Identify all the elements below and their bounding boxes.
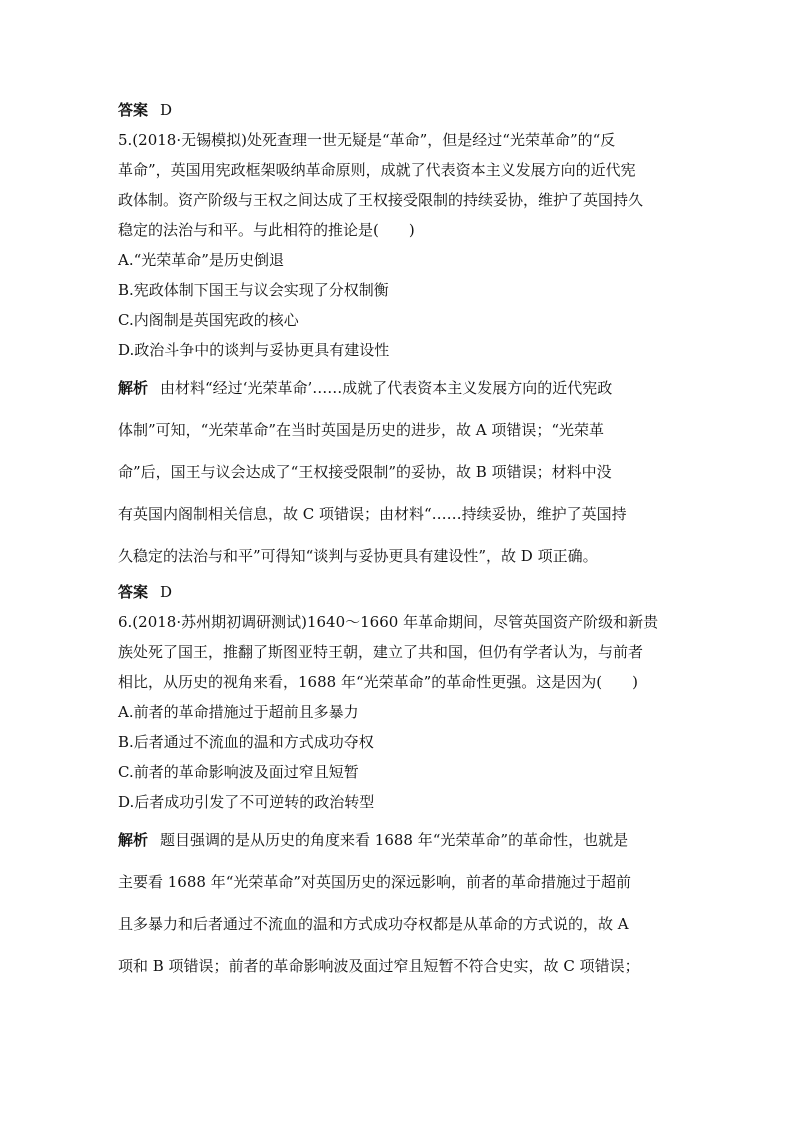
q5-analysis-line: 久稳定的法治与和平”可得知“谈判与妥协更具有建设性”，故 D 项正确。 [118, 547, 598, 565]
q5-analysis-line: 有英国内阁制相关信息，故 C 项错误；由材料“……持续妥协，维护了英国持 [118, 505, 627, 523]
q5-option-c: C.内阁制是英国宪政的核心 [118, 311, 299, 329]
q5-analysis-line: 体制”可知，“光荣革命”在当时英国是历史的进步，故 A 项错误；“光荣革 [118, 421, 605, 439]
q6-analysis-line: 解析 题目强调的是从历史的角度来看 1688 年“光荣革命”的革命性，也就是 [118, 831, 629, 849]
q5-answer [118, 582, 678, 602]
analysis-label: 解析 [118, 831, 149, 849]
q6-analysis-line: 主要看 1688 年“光荣革命”对英国历史的深远影响，前者的革命措施过于超前 [118, 873, 632, 891]
answer-label: 答案 [118, 101, 149, 119]
analysis-label: 解析 [118, 379, 149, 397]
q5-stem-line: 稳定的法治与和平。与此相符的推论是( ) [118, 221, 415, 239]
q5-analysis-line: 解析 由材料“经过‘光荣革命’……成就了代表资本主义发展方向的近代宪政 [118, 379, 613, 397]
answer-value: D [160, 583, 173, 601]
q6-option-d: D.后者成功引发了不可逆转的政治转型 [118, 793, 375, 811]
q5-stem-line: 5.(2018·无锡模拟)处死查理一世无疑是“革命”，但是经过“光荣革命”的“反 [118, 131, 616, 149]
q4-answer [118, 100, 678, 120]
q6-option-b: B.后者通过不流血的温和方式成功夺权 [118, 733, 374, 751]
q6-stem-line: 相比，从历史的视角来看，1688 年“光荣革命”的革命性更强。这是因为( ) [118, 673, 638, 691]
document-page [118, 100, 678, 976]
q5-option-d: D.政治斗争中的谈判与妥协更具有建设性 [118, 341, 390, 359]
q6-stem-line: 族处死了国王，推翻了斯图亚特王朝，建立了共和国，但仍有学者认为，与前者 [118, 643, 644, 661]
q6-option-a: A.前者的革命措施过于超前且多暴力 [118, 703, 359, 721]
q5-analysis-line: 命”后，国王与议会达成了“王权接受限制”的妥协，故 B 项错误；材料中没 [118, 463, 612, 481]
q6-option-c: C.前者的革命影响波及面过窄且短暂 [118, 763, 359, 781]
q6-analysis-line: 项和 B 项错误；前者的革命影响波及面过窄且短暂不符合史实，故 C 项错误； [118, 957, 640, 975]
q5-option-b: B.宪政体制下国王与议会实现了分权制衡 [118, 281, 389, 299]
q5-stem-line: 政体制。资产阶级与王权之间达成了王权接受限制的持续妥协，维护了英国持久 [118, 191, 644, 209]
answer-value: D [160, 101, 173, 119]
answer-label: 答案 [118, 583, 149, 601]
q6-stem-line: 6.(2018·苏州期初调研测试)1640～1660 年革命期间，尽管英国资产阶级和新贵 [118, 613, 659, 631]
q5-stem-line: 革命”，英国用宪政框架吸纳革命原则，成就了代表资本主义发展方向的近代宪 [118, 161, 636, 179]
q6-analysis-line: 且多暴力和后者通过不流血的温和方式成功夺权都是从革命的方式说的，故 A [118, 915, 629, 933]
q5-option-a: A.“光荣革命”是历史倒退 [118, 251, 284, 269]
